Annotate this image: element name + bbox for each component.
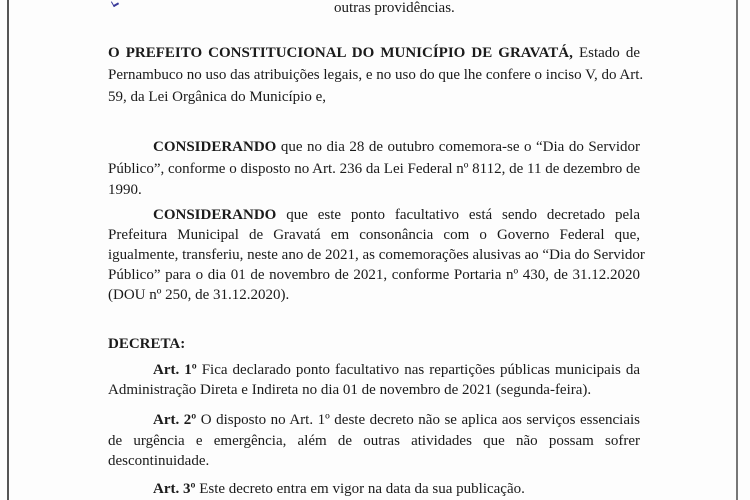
considerando-keyword: CONSIDERANDO	[153, 207, 277, 223]
art-2-line-3: descontinuidade.	[108, 453, 210, 469]
considerando-1-line-2: Público”, conforme o disposto no Art. 236 da Lei Federal nº 8112, de 11 de dezembro de	[108, 161, 641, 177]
article-label: Art. 2º	[153, 412, 197, 428]
page-border-left	[7, 0, 9, 500]
art-3-line-1: Art. 3º Este decreto entra em vigor na data da sua publicação.	[153, 481, 525, 497]
article-label: Art. 1º	[153, 362, 197, 378]
art-1-line-2: Administração Direta e Indireta no dia 01 de novembro de 2021 (segunda-feira).	[108, 382, 592, 398]
considerando-2-line-5: (DOU nº 250, de 31.12.2020).	[108, 287, 290, 303]
decreta-heading: DECRETA:	[108, 336, 186, 352]
art-1-line-1: Art. 1º Fica declarado ponto facultativo nas repartições públicas municipais da	[153, 362, 640, 378]
ink-mark	[111, 0, 119, 7]
considerando-2-line-2: Prefeitura Municipal de Gravatá em consonância com o Governo Federal que,	[108, 227, 640, 243]
preamble-line-1: O PREFEITO CONSTITUCIONAL DO MUNICÍPIO DE GRAVATÁ, Estado de	[108, 45, 640, 61]
page-border-right	[736, 0, 738, 500]
preamble-line-2: Pernambuco no uso das atribuições legais, e no uso do que lhe confere o inciso V, do Art.	[108, 67, 644, 83]
preamble-line-3: 59, da Lei Orgânica do Município e,	[108, 89, 326, 105]
considerando-1-line-1: CONSIDERANDO que no dia 28 de outubro comemora-se o “Dia do Servidor	[153, 139, 641, 155]
art-2-line-2: de urgência e emergência, além de outras atividades que não possam sofrer	[108, 433, 640, 449]
considerando-1-line-3: 1990.	[108, 182, 142, 198]
considerando-2-line-1: CONSIDERANDO que este ponto facultativo está sendo decretado pela	[153, 207, 640, 223]
authority-title: O PREFEITO CONSTITUCIONAL DO MUNICÍPIO DE GRAVATÁ,	[108, 45, 573, 61]
heading-fragment: outras providências.	[334, 0, 455, 16]
article-label: Art. 3º	[153, 481, 196, 497]
considerando-2-line-3: igualmente, transferiu, neste ano de 2021, as comemorações alusivas ao “Dia do Servidor	[108, 247, 645, 263]
art-2-line-1: Art. 2º O disposto no Art. 1º deste decreto não se aplica aos serviços essenciais	[153, 412, 640, 428]
considerando-keyword: CONSIDERANDO	[153, 139, 277, 155]
considerando-2-line-4: Público” para o dia 01 de novembro de 2021, conforme Portaria nº 430, de 31.12.2020	[108, 267, 640, 283]
